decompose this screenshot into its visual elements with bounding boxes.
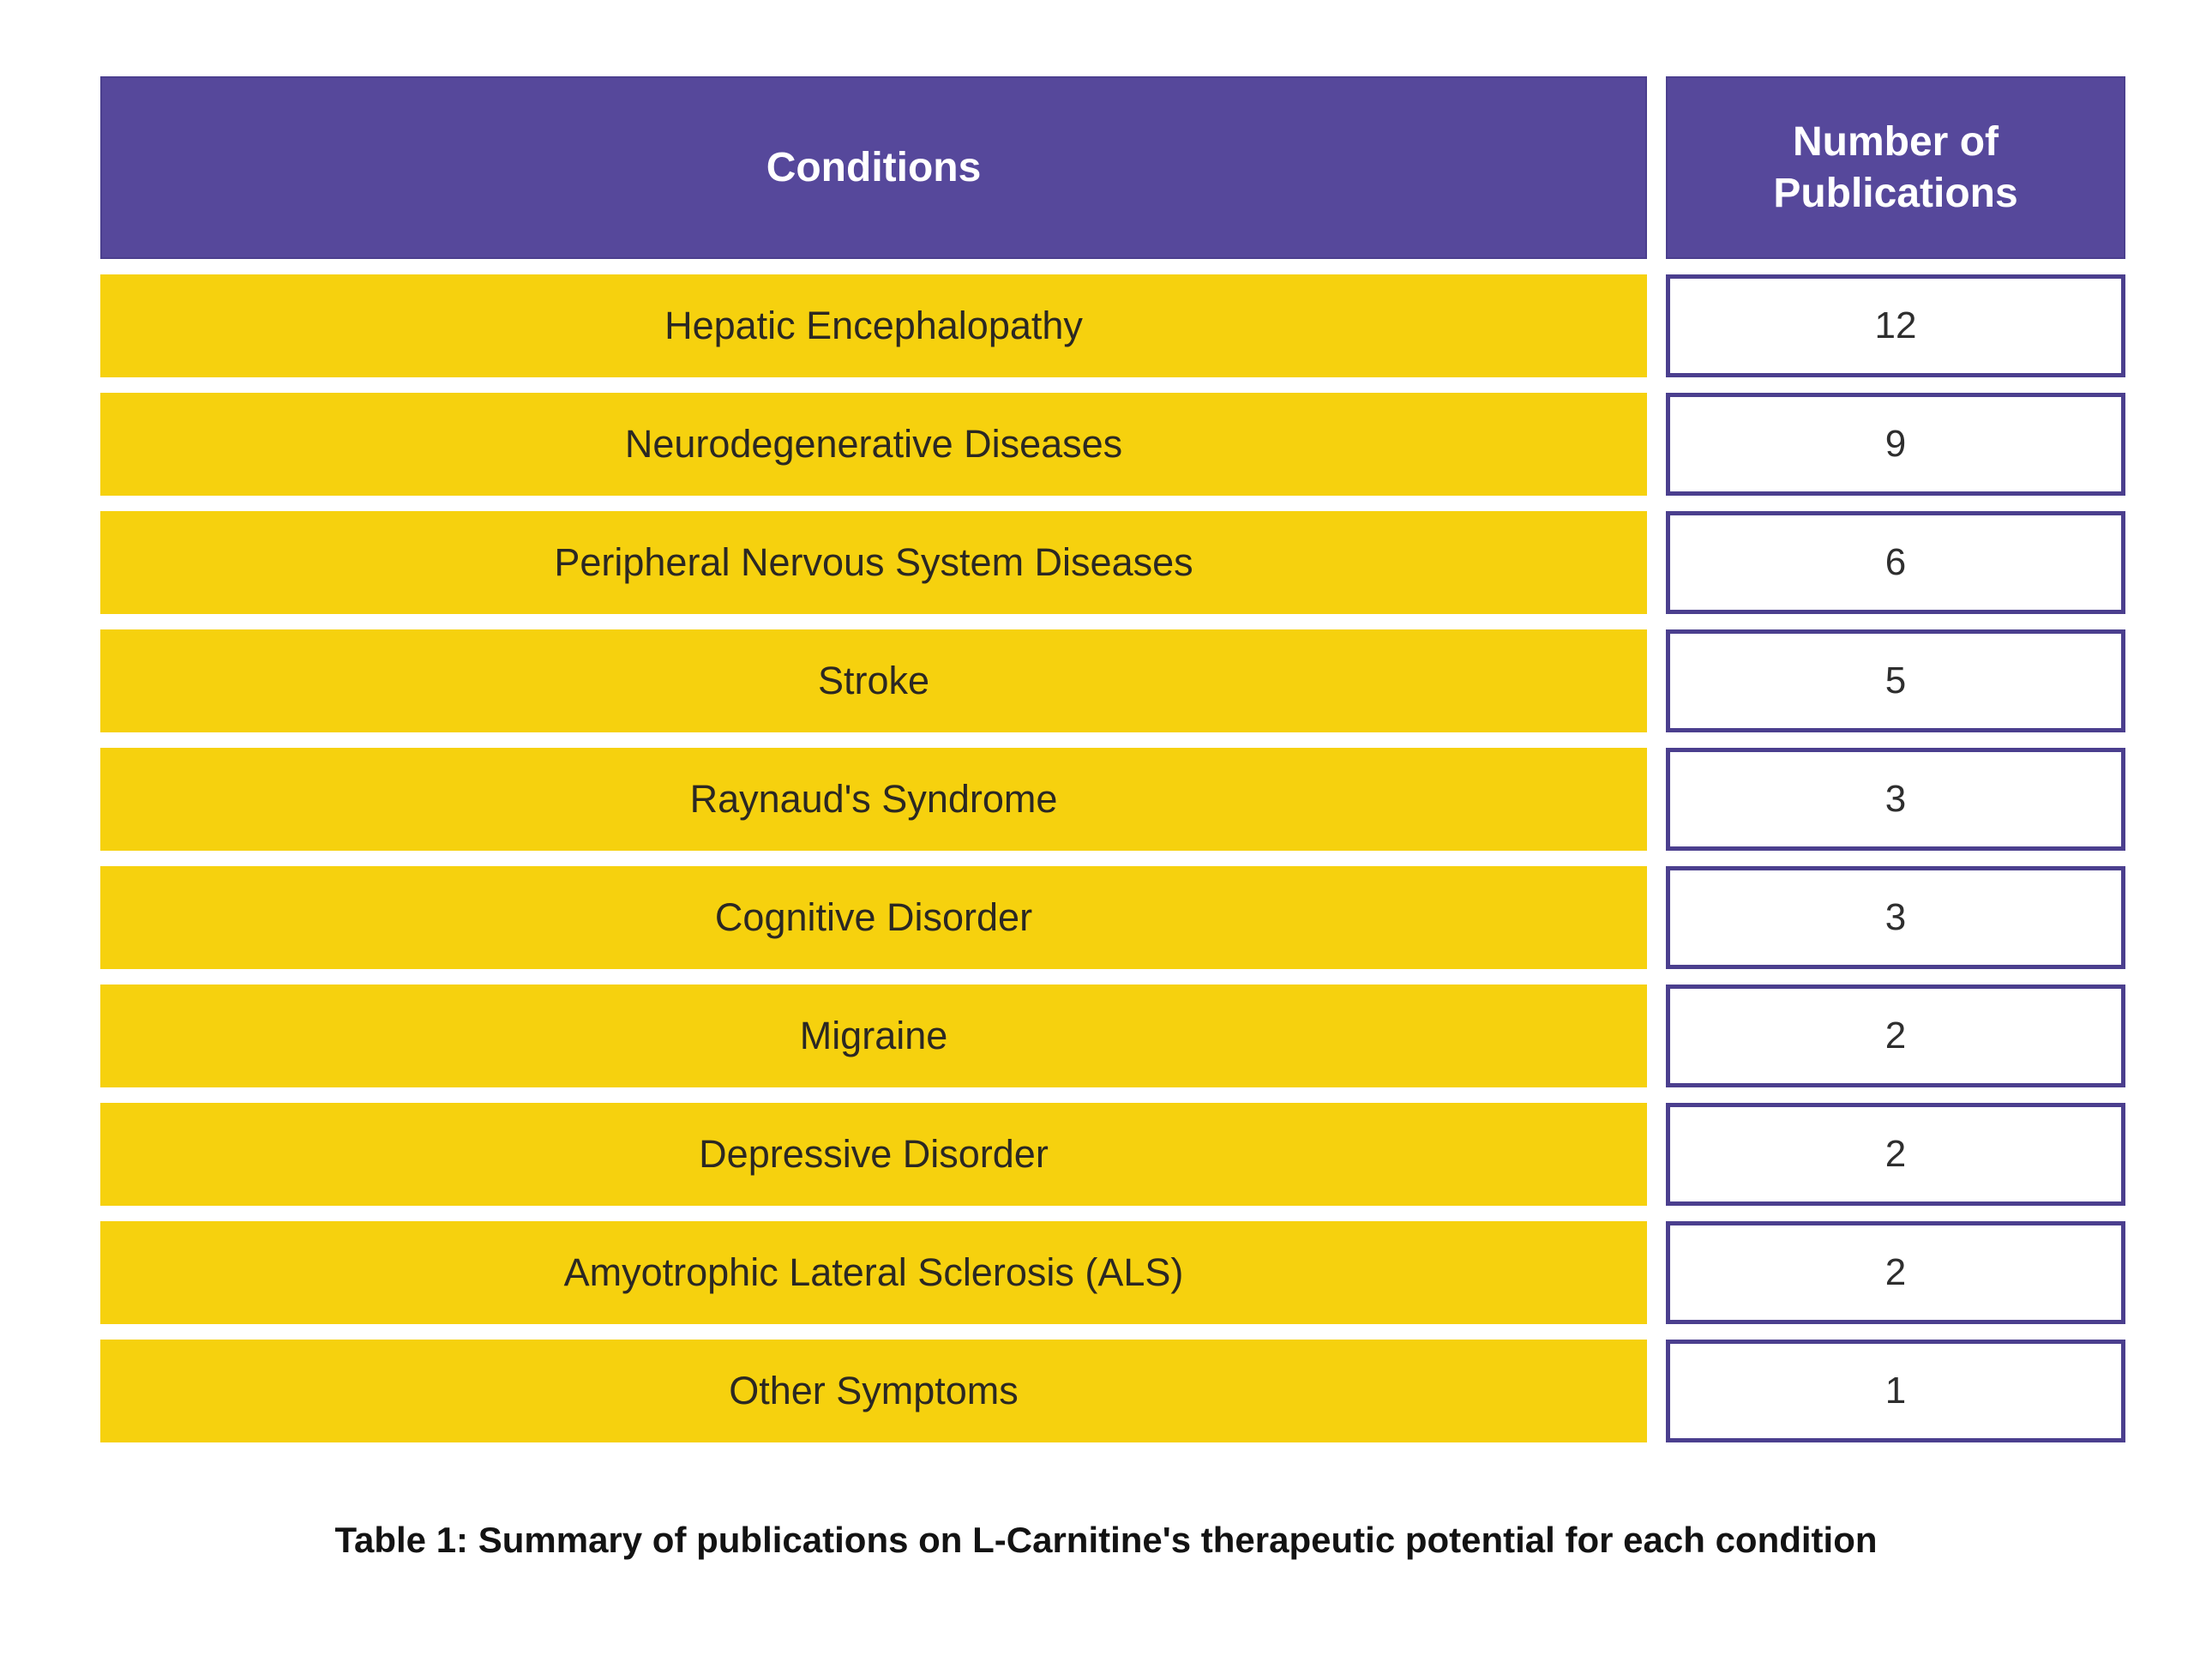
publication-count-cell: 2 xyxy=(1666,985,2125,1087)
condition-cell: Neurodegenerative Diseases xyxy=(100,393,1647,496)
condition-cell: Migraine xyxy=(100,985,1647,1087)
condition-cell: Peripheral Nervous System Diseases xyxy=(100,511,1647,614)
publications-table xyxy=(100,76,2125,1458)
table-row xyxy=(100,985,2125,1087)
table-row xyxy=(100,393,2125,496)
condition-cell: Stroke xyxy=(100,629,1647,732)
condition-cell: Raynaud's Syndrome xyxy=(100,748,1647,851)
publication-count-cell: 6 xyxy=(1666,511,2125,614)
publication-count-cell: 12 xyxy=(1666,274,2125,377)
header-row xyxy=(100,76,2125,259)
publication-count-cell: 3 xyxy=(1666,866,2125,969)
condition-cell: Amyotrophic Lateral Sclerosis (ALS) xyxy=(100,1221,1647,1324)
publication-count-cell: 2 xyxy=(1666,1221,2125,1324)
header-publications-cell: Number of Publications xyxy=(1666,76,2125,259)
table-caption: Table 1: Summary of publications on L-Carnitine's therapeutic potential for each condition xyxy=(334,1520,1878,1560)
condition-cell: Hepatic Encephalopathy xyxy=(100,274,1647,377)
condition-cell: Cognitive Disorder xyxy=(100,866,1647,969)
publication-count-cell: 2 xyxy=(1666,1103,2125,1206)
table-row xyxy=(100,1221,2125,1324)
table-row xyxy=(100,511,2125,614)
table-row xyxy=(100,866,2125,969)
table-row xyxy=(100,629,2125,732)
publication-count-cell: 1 xyxy=(1666,1340,2125,1442)
condition-cell: Other Symptoms xyxy=(100,1340,1647,1442)
publication-count-cell: 9 xyxy=(1666,393,2125,496)
table-row xyxy=(100,748,2125,851)
table-row xyxy=(100,1340,2125,1442)
table-row xyxy=(100,274,2125,377)
table-row xyxy=(100,1103,2125,1206)
publication-count-cell: 5 xyxy=(1666,629,2125,732)
header-conditions-cell: Conditions xyxy=(100,76,1647,259)
condition-cell: Depressive Disorder xyxy=(100,1103,1647,1206)
publication-count-cell: 3 xyxy=(1666,748,2125,851)
